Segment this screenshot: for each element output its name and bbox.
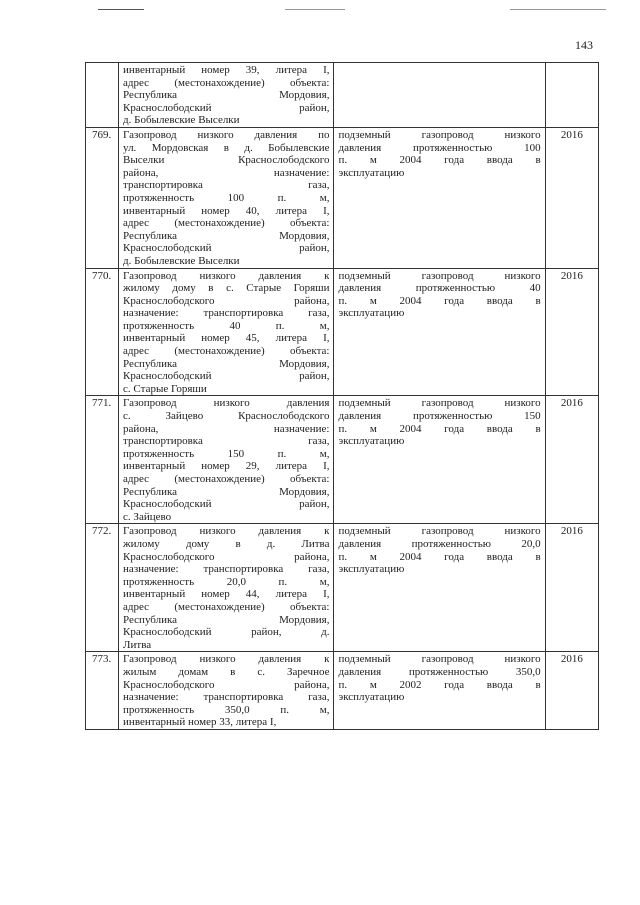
object-name-line: Литва	[123, 638, 152, 651]
object-name-line: Краснослободского района,	[123, 294, 330, 307]
scan-mark-left	[98, 9, 144, 10]
object-name-line: Республика Мордовия,	[123, 485, 330, 498]
object-name-line: Краснослободского района,	[123, 678, 330, 691]
object-description-line: эксплуатацию	[338, 435, 405, 448]
object-name-line: назначение: транспортировка газа,	[123, 307, 330, 320]
object-description-line: подземный газопровод низкого	[338, 269, 541, 282]
object-name-line: жилому дому в с. Старые Горяши	[123, 282, 330, 295]
object-description-line: давления протяженностью 20,0	[338, 537, 541, 550]
object-name-line: Республика Мордовия,	[123, 613, 330, 626]
object-name-line: транспортировка газа,	[123, 179, 330, 192]
year-cell: 2016	[545, 524, 598, 652]
object-name-line: адрес (местонахождение) объекта:	[123, 345, 330, 358]
object-description-line: подземный газопровод низкого	[338, 525, 541, 538]
object-name-line: с. Зайцево Краснослободского	[123, 410, 330, 423]
row-number: 771.	[86, 396, 119, 524]
object-name-cell	[119, 127, 334, 268]
object-name-line: Газопровод низкого давления к	[123, 525, 330, 538]
object-name-line: Краснослободского района,	[123, 550, 330, 563]
object-description-line: п. м 2004 года ввода в	[338, 154, 541, 167]
object-name-line: ул. Мордовская в д. Бобылевские	[123, 141, 330, 154]
object-name-line: Республика Мордовия,	[123, 357, 330, 370]
object-description-line: давления протяженностью 350,0	[338, 665, 541, 678]
page-number: 143	[575, 38, 593, 52]
table-row	[86, 63, 599, 128]
object-name-cell	[119, 652, 334, 730]
object-name-line: Краснослободский район,	[123, 242, 330, 255]
row-number: 770.	[86, 268, 119, 396]
year-cell	[545, 63, 598, 128]
object-name-line: протяженность 100 п. м,	[123, 191, 330, 204]
object-description-cell	[334, 127, 545, 268]
property-table	[85, 62, 599, 730]
object-name-line: протяженность 20,0 п. м,	[123, 575, 330, 588]
object-description-line: давления протяженностью 100	[338, 141, 541, 154]
table-body	[86, 63, 599, 730]
object-description-line: эксплуатацию	[338, 563, 405, 576]
year-cell: 2016	[545, 127, 598, 268]
object-name-line: жилому дому в д. Литва	[123, 537, 330, 550]
object-name-line: назначение: транспортировка газа,	[123, 691, 330, 704]
year-cell: 2016	[545, 652, 598, 730]
object-name-line: инвентарный номер 44, литера I,	[123, 588, 330, 601]
object-name-line: Выселки Краснослободского	[123, 154, 330, 167]
row-number: 769.	[86, 127, 119, 268]
object-name-line: протяженность 40 п. м,	[123, 319, 330, 332]
object-description-line: п. м 2004 года ввода в	[338, 422, 541, 435]
object-name-line: Республика Мордовия,	[123, 229, 330, 242]
table-row	[86, 268, 599, 396]
object-name-line: адрес (местонахождение) объекта:	[123, 473, 330, 485]
row-number	[86, 63, 119, 128]
object-name-line: Краснослободский район,	[123, 370, 330, 383]
object-name-cell	[119, 63, 334, 128]
object-name-line: Газопровод низкого давления к	[123, 653, 330, 666]
table-row	[86, 127, 599, 268]
table-row	[86, 396, 599, 524]
object-description-line: эксплуатацию	[338, 691, 405, 704]
object-name-line: транспортировка газа,	[123, 435, 330, 448]
year-cell: 2016	[545, 268, 598, 396]
object-name-line: адрес (местонахождение) объекта:	[123, 217, 330, 230]
object-name-line: адрес (местонахождение) объекта:	[123, 600, 330, 613]
object-name-line: жилым домам в с. Заречное	[123, 665, 330, 678]
row-number: 773.	[86, 652, 119, 730]
object-name-line: инвентарный номер 40, литера I,	[123, 204, 330, 217]
object-description-cell	[334, 396, 545, 524]
object-description-cell	[334, 268, 545, 396]
object-description-line: подземный газопровод низкого	[338, 653, 541, 666]
object-name-line: инвентарный номер 29, литера I,	[123, 460, 330, 473]
object-name-line: протяженность 150 п. м,	[123, 447, 330, 460]
object-description-line: подземный газопровод низкого	[338, 128, 541, 141]
object-name-line: инвентарный номер 39, литера I,	[123, 64, 330, 76]
object-name-line: д. Бобылевские Выселки	[123, 254, 240, 267]
scan-mark-right	[510, 9, 606, 10]
object-name-line: инвентарный номер 33, литера I,	[123, 716, 277, 729]
object-description-line: эксплуатацию	[338, 307, 405, 320]
object-name-cell	[119, 396, 334, 524]
object-description-line: давления протяженностью 150	[338, 410, 541, 423]
scan-mark-center	[285, 9, 345, 10]
object-name-line: района, назначение:	[123, 166, 330, 179]
object-description-line: эксплуатацию	[338, 166, 405, 179]
object-description-line: давления протяженностью 40	[338, 282, 541, 295]
year-cell: 2016	[545, 396, 598, 524]
object-description-line: п. м 2004 года ввода в	[338, 550, 541, 563]
object-name-line: Республика Мордовия,	[123, 89, 330, 102]
table-row	[86, 652, 599, 730]
object-name-line: района, назначение:	[123, 422, 330, 435]
object-name-line: д. Бобылевские Выселки	[123, 114, 240, 127]
table-row	[86, 524, 599, 652]
object-name-line: Краснослободский район, д.	[123, 626, 330, 639]
object-description-cell	[334, 524, 545, 652]
object-description-line: п. м 2004 года ввода в	[338, 294, 541, 307]
object-description-line: подземный газопровод низкого	[338, 397, 541, 410]
object-name-line: с. Зайцево	[123, 510, 172, 523]
object-name-line: Газопровод низкого давления к	[123, 269, 330, 282]
object-name-line: адрес (местонахождение) объекта:	[123, 76, 330, 89]
object-description-cell	[334, 63, 545, 128]
object-name-line: Газопровод низкого давления	[123, 397, 330, 410]
object-description-line: п. м 2002 года ввода в	[338, 678, 541, 691]
object-name-line: Краснослободский район,	[123, 101, 330, 114]
object-name-line: Краснослободский район,	[123, 498, 330, 511]
object-name-line: назначение: транспортировка газа,	[123, 563, 330, 576]
object-name-cell	[119, 268, 334, 396]
row-number: 772.	[86, 524, 119, 652]
object-name-line: инвентарный номер 45, литера I,	[123, 332, 330, 345]
object-name-line: Газопровод низкого давления по	[123, 128, 330, 141]
object-name-cell	[119, 524, 334, 652]
object-description-cell	[334, 652, 545, 730]
object-name-line: с. Старые Горяши	[123, 382, 207, 395]
object-name-line: протяженность 350,0 п. м,	[123, 703, 330, 716]
